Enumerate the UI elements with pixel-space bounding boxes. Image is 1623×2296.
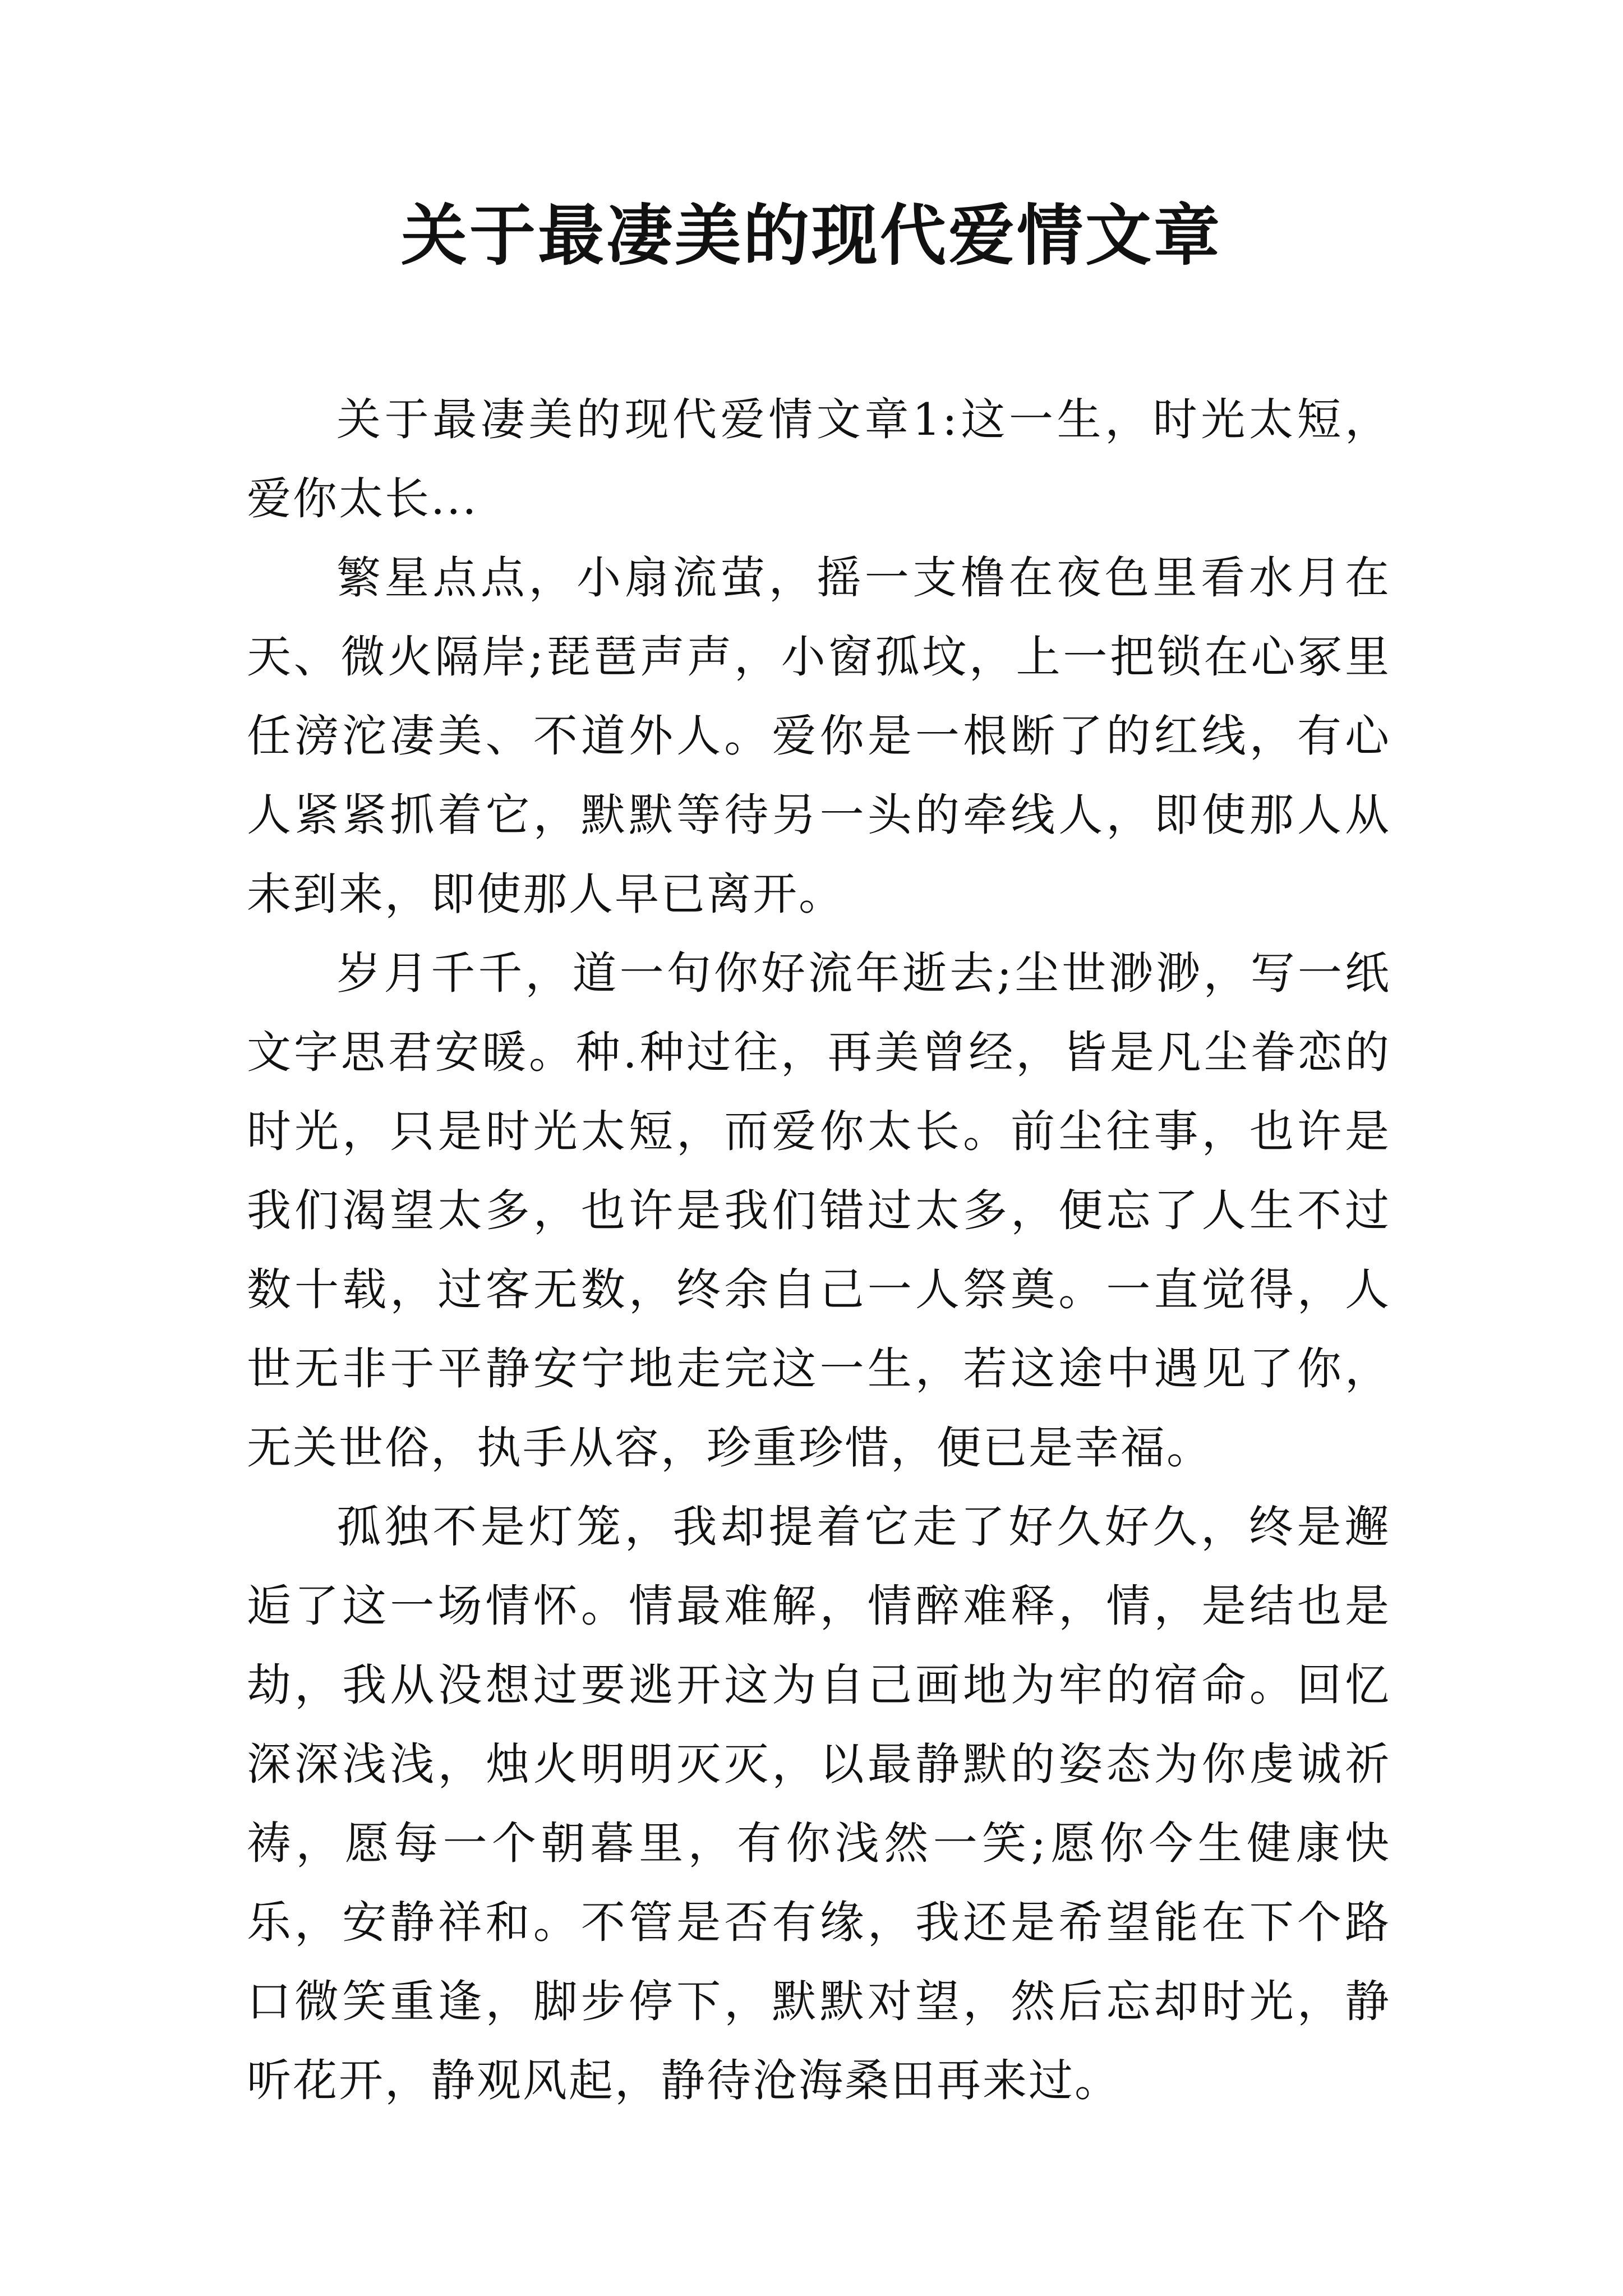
paragraph-3: 岁月千千，道一句你好流年逝去;尘世渺渺，写一纸文字思君安暖。种.种过往，再美曾经，皆是凡尘眷恋的时光，只是时光太短，而爱你太长。前尘往事，也许是我们渴望太多，也许是我们错过太多，便忘了人生不过数十载，过客无数，终余自己一人祭奠。一直觉得，人世无非于平静安宁地走完这一生，若这途中遇见了你，无关世俗，执手从容，珍重珍惜，便已是幸福。: [247, 947, 1391, 1474]
paragraph-2: 繁星点点，小扇流萤，摇一支橹在夜色里看水月在天、微火隔岸;琵琶声声，小窗孤坟，上一把锁在心冢里任滂沱凄美、不道外人。爱你是一根断了的红线，有心人紧紧抓着它，默默等待另一头的牵线人，即使那人从未到来，即使那人早已离开。: [247, 552, 1391, 920]
paragraph-1: 关于最凄美的现代爱情文章1:这一生，时光太短，爱你太长...: [247, 394, 1391, 524]
document-title: 关于最凄美的现代爱情文章: [400, 196, 1222, 274]
document-body: [247, 380, 1391, 2120]
paragraph-4: 孤独不是灯笼，我却提着它走了好久好久，终是邂逅了这一场情怀。情最难解，情醉难释，情，是结也是劫，我从没想过要逃开这为自己画地为牢的宿命。回忆深深浅浅，烛火明明灭灭，以最静默的姿态为你虔诚祈祷，愿每一个朝暮里，有你浅然一笑;愿你今生健康快乐，安静祥和。不管是否有缘，我还是希望能在下个路口微笑重逢，脚步停下，默默对望，然后忘却时光，静听花开，静观风起，静待沧海桑田再来过。: [247, 1501, 1391, 2106]
